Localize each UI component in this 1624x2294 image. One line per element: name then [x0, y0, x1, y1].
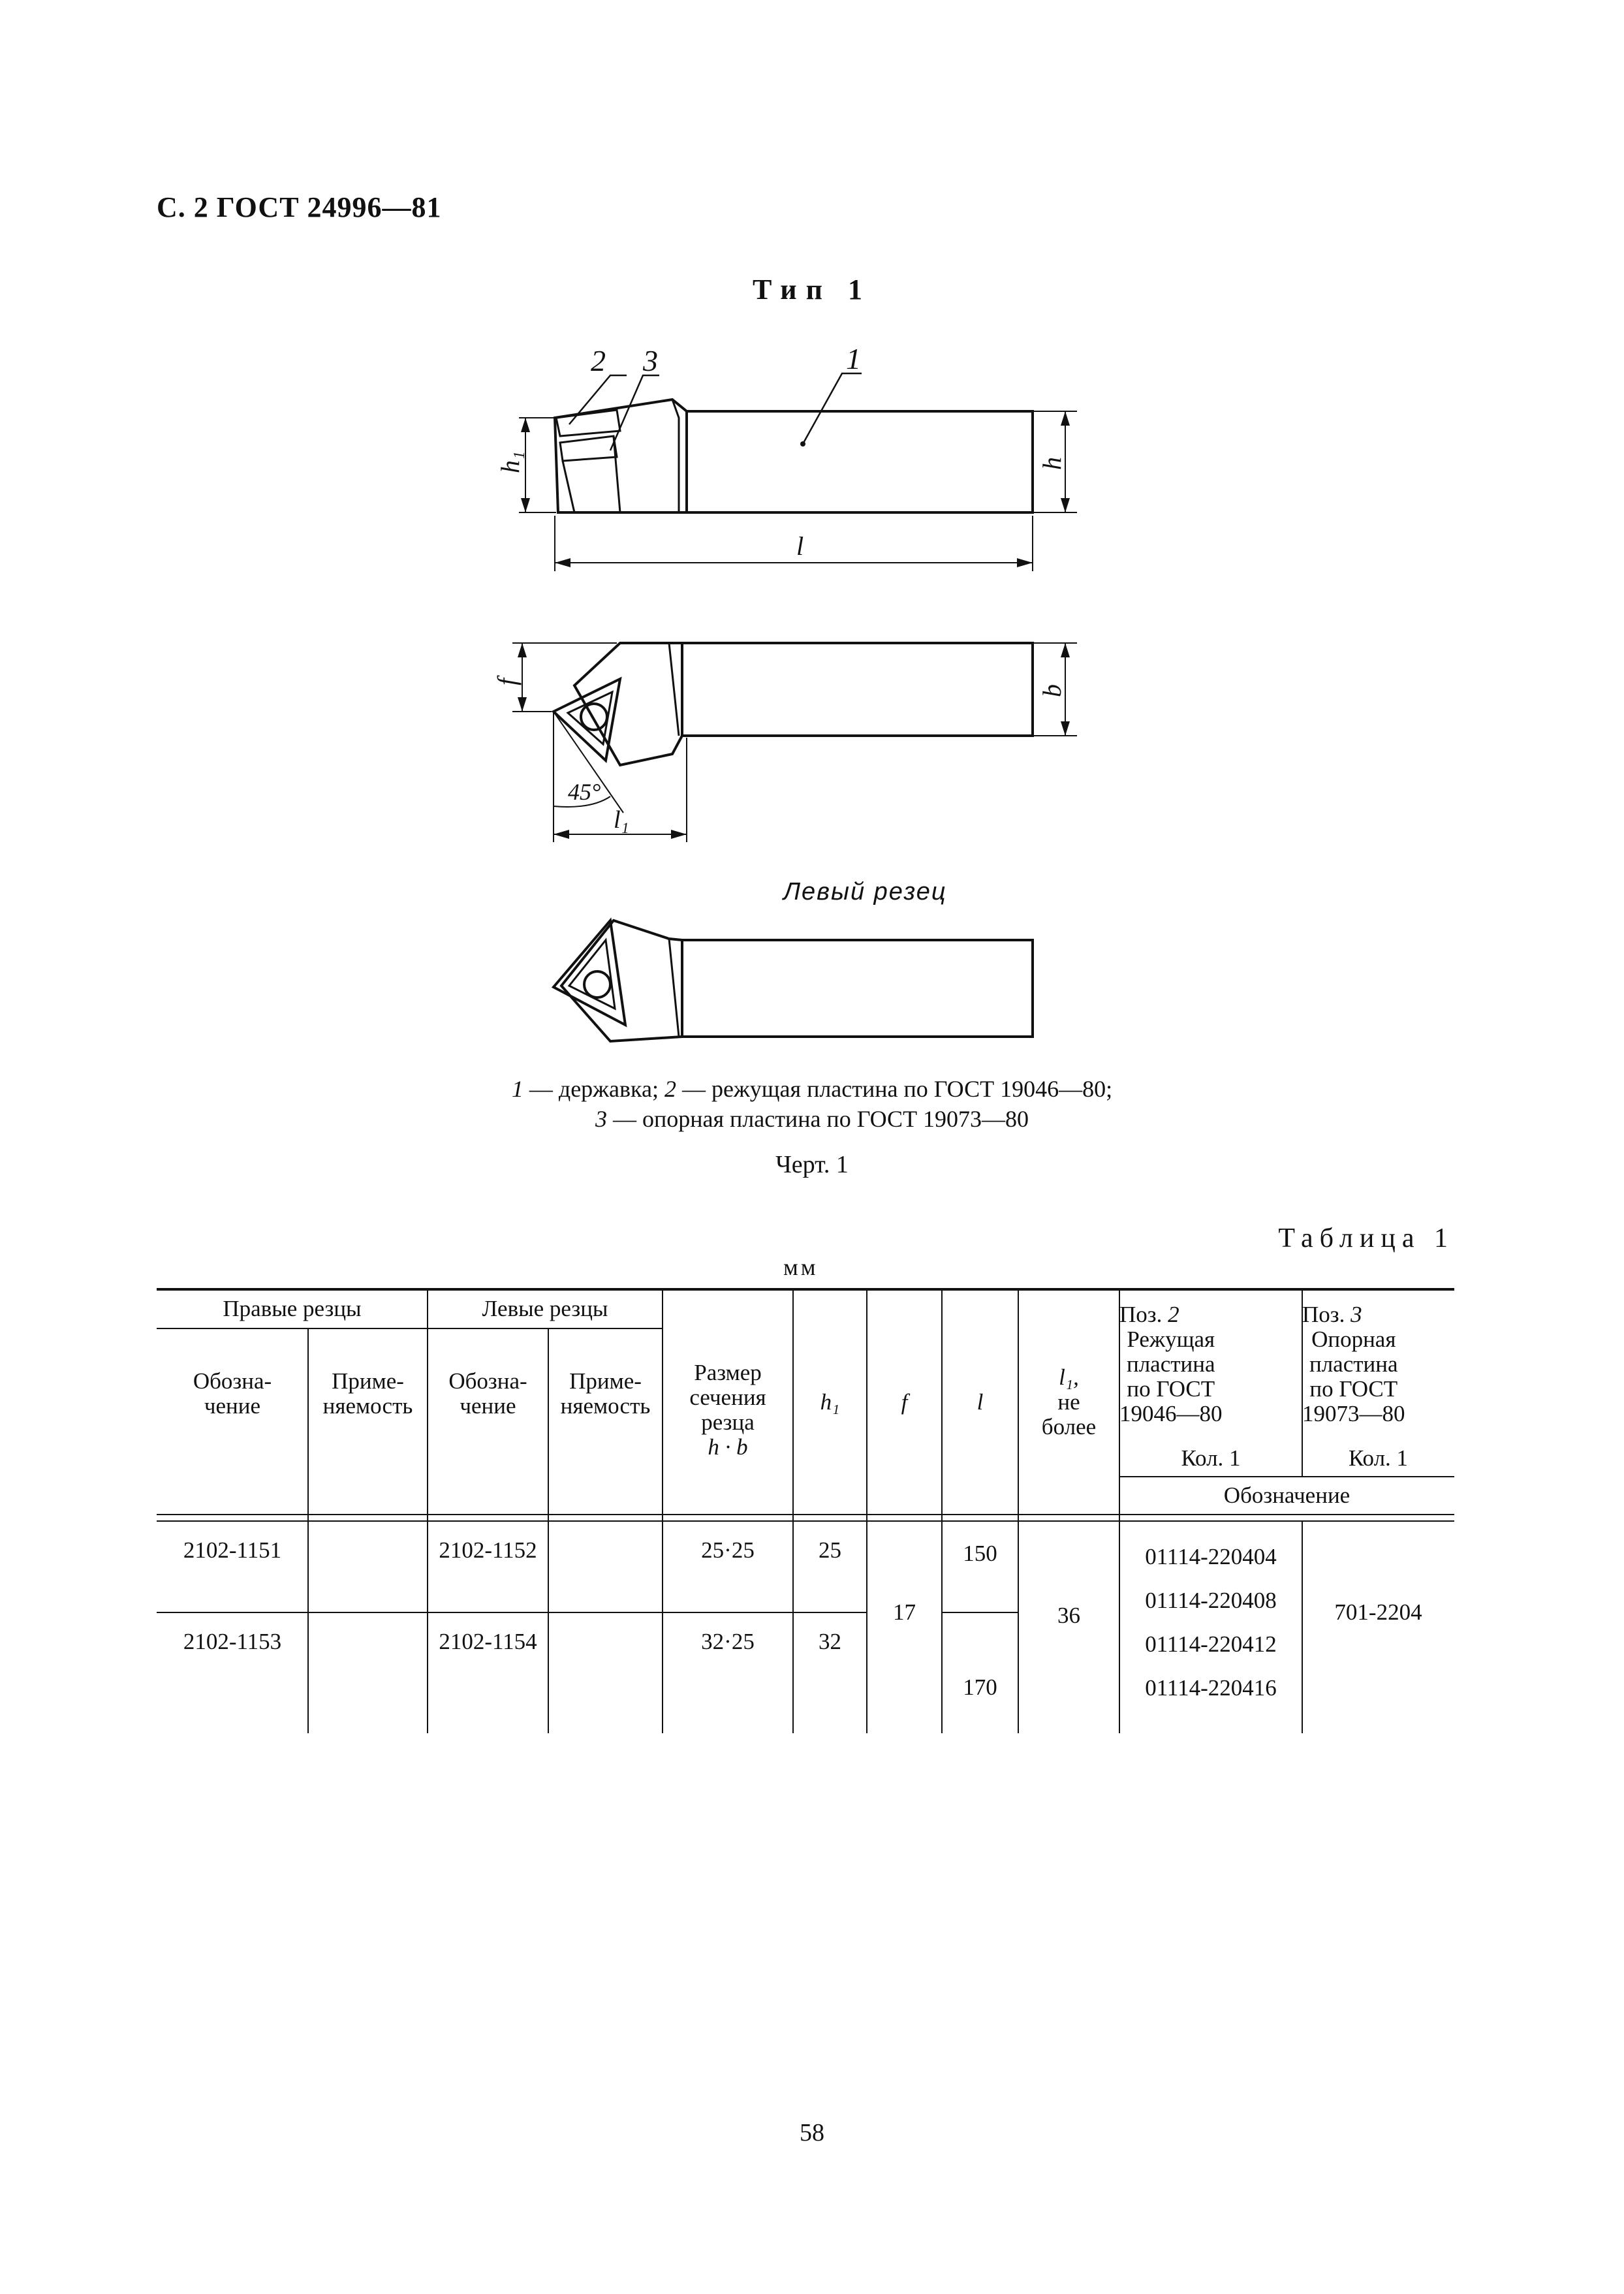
legend-text-2: — режущая пластина по ГОСТ 19046—80; [676, 1076, 1113, 1102]
type-title: Тип 1 [753, 274, 871, 306]
table-title: Таблица 1 [1278, 1223, 1454, 1253]
cell-pos2-4: 01114-220416 [1145, 1675, 1277, 1701]
header-l: l [976, 1389, 984, 1415]
header-right-cutters: Правые резцы [223, 1296, 362, 1321]
cell-f: 17 [893, 1599, 916, 1625]
header-f: f [901, 1389, 908, 1415]
header-qty3: Кол. 1 [1348, 1445, 1409, 1471]
callout-2: 2 [591, 344, 606, 377]
dim-b-label: b [1037, 684, 1067, 697]
legend-text-1: — державка; [523, 1076, 664, 1102]
cell-h1-1: 25 [819, 1537, 841, 1563]
header-right-applicability: Приме- няемость [322, 1368, 413, 1419]
header-pos3-num: 3 [1351, 1302, 1362, 1327]
header-right-designation: Обозна- чение [193, 1368, 272, 1419]
header-qty2: Кол. 1 [1181, 1445, 1241, 1471]
cell-pos2-2: 01114-220408 [1145, 1588, 1277, 1613]
cell-size-2: 32·25 [701, 1629, 755, 1654]
header-pos2 [1119, 1299, 1302, 1430]
legend-num-3: 3 [595, 1106, 607, 1132]
figure-caption: Черт. 1 [775, 1151, 849, 1178]
cell-size-1: 25·25 [701, 1537, 755, 1563]
header-pos2-num: 2 [1168, 1302, 1179, 1327]
dim-h-label: h [1037, 457, 1067, 470]
left-cutter-title: Левый резец [783, 878, 947, 905]
header-l1-symbol: l₁, [1059, 1364, 1079, 1390]
header-section-size-formula: h · b [708, 1434, 748, 1460]
dim-h1-label: h₁ [495, 451, 525, 473]
page-number: 58 [800, 2119, 824, 2146]
header-designation-sub: Обозначение [1223, 1483, 1351, 1508]
cell-l-1: 150 [963, 1541, 997, 1566]
header-pos3-label: Поз. [1302, 1302, 1345, 1327]
cell-pos2-1: 01114-220404 [1145, 1544, 1277, 1569]
legend-num-2: 2 [664, 1076, 676, 1102]
callout-1: 1 [846, 342, 861, 375]
page-header: С. 2 ГОСТ 24996—81 [157, 191, 442, 223]
header-pos2-title [1119, 1302, 1179, 1327]
dim-f-label: f [492, 678, 522, 685]
cell-right-designation-1: 2102-1151 [183, 1537, 282, 1563]
header-section-size-text: Размер сечения резца [689, 1360, 766, 1435]
cell-left-designation-2: 2102-1154 [439, 1629, 537, 1654]
header-h1: h₁ [820, 1389, 840, 1415]
header-pos3-text: Опорная пластина по ГОСТ 19073—80 [1302, 1327, 1405, 1426]
header-section-size [663, 1328, 793, 1492]
cell-pos2-3: 01114-220412 [1145, 1631, 1277, 1657]
header-l1 [1018, 1289, 1119, 1515]
dim-angle-label: 45° [568, 779, 601, 805]
header-pos2-label: Поз. [1119, 1302, 1163, 1327]
header-left-applicability: Приме- няемость [560, 1368, 651, 1419]
header-pos3 [1302, 1299, 1454, 1430]
header-l1-note: не более [1041, 1389, 1097, 1439]
dim-l1-label: l₁ [614, 806, 629, 834]
cell-l1: 36 [1057, 1603, 1080, 1628]
header-pos2-text: Режущая пластина по ГОСТ 19046—80 [1119, 1327, 1223, 1426]
header-left-cutters: Левые резцы [482, 1296, 608, 1321]
table-units: мм [783, 1254, 819, 1280]
legend-text-3: — опорная пластина по ГОСТ 19073—80 [606, 1106, 1029, 1132]
header-left-designation: Обозна- чение [448, 1368, 527, 1419]
cell-h1-2: 32 [819, 1629, 841, 1654]
dim-l-label: l [796, 531, 804, 561]
cell-right-designation-2: 2102-1153 [183, 1629, 282, 1654]
cell-l-2: 170 [963, 1674, 997, 1700]
header-pos3-title [1302, 1302, 1362, 1327]
cell-pos3: 701-2204 [1334, 1599, 1422, 1625]
callout-3: 3 [643, 344, 658, 377]
legend-num-1: 1 [511, 1076, 523, 1102]
cell-left-designation-1: 2102-1152 [439, 1537, 537, 1563]
